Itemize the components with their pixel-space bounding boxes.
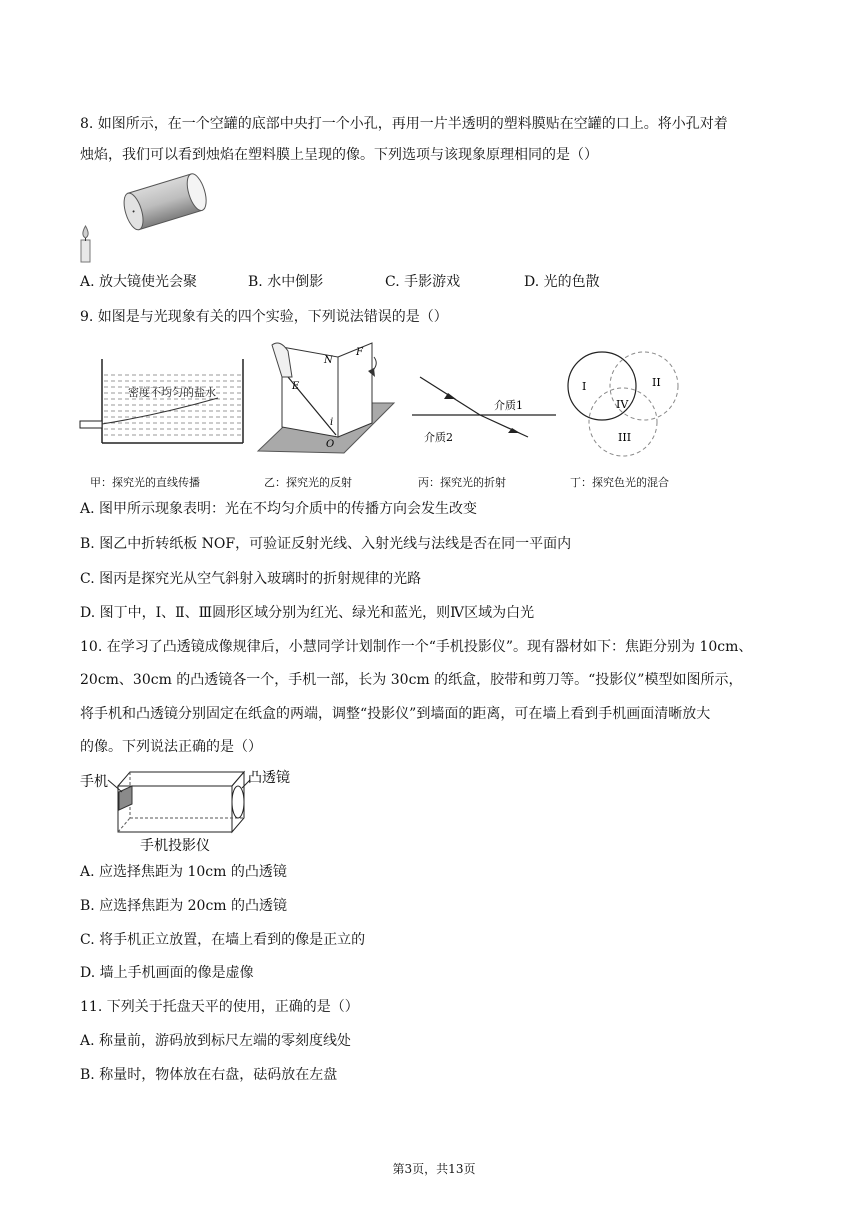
q10-line1: 10. 在学习了凸透镜成像规律后，小慧同学计划制作一个“手机投影仪”。现有器材如下：焦距分别为 10cm、 [80,639,753,655]
caption-ding: 丁：探究色光的混合 [570,476,669,489]
q9-option-d: D. 图丁中，Ⅰ、Ⅱ、Ⅲ圆形区域分别为红光、绿光和蓝光，则Ⅳ区域为白光 [80,605,535,621]
phone-projector-figure [78,762,310,854]
q9-option-c: C. 图丙是探究光从空气斜射入玻璃时的折射规律的光路 [80,571,422,587]
svg-text:IV: IV [616,398,629,411]
q8-option-c: C. 手影游戏 [385,274,461,290]
water-label: 密度不均匀的盐水 [128,386,216,399]
q8-option-a: A. 放大镜使光会聚 [80,274,198,290]
q10-line3: 将手机和凸透镜分别固定在纸盒的两端，调整“投影仪”到墙面的距离，可在墙上看到手机画面清晰放大 [80,706,711,722]
q8-line2: 烛焰，我们可以看到烛焰在塑料膜上呈现的像。下列选项与该现象原理相同的是（） [80,147,598,163]
q10-option-b: B. 应选择焦距为 20cm 的凸透镜 [80,898,288,914]
svg-text:E: E [292,381,300,392]
caption-yi: 乙：探究光的反射 [264,476,352,489]
svg-text:II: II [652,376,661,389]
svg-text:I: I [582,380,587,393]
svg-text:N: N [324,355,333,366]
q10-line2: 20cm、30cm 的凸透镜各一个，手机一部，长为 30cm 的纸盒，胶带和剪刀等。“投影仪”模型如图所示， [80,672,743,688]
figure-bing-refraction [410,365,558,455]
svg-text:F: F [356,347,363,358]
q11-option-a: A. 称量前，游码放到标尺左端的零刻度线处 [80,1033,352,1049]
svg-text:III: III [618,431,632,444]
q10-option-d: D. 墙上手机画面的像是虚像 [80,965,254,981]
phone-label: 手机 [80,774,108,790]
caption-bing: 丙：探究光的折射 [418,476,506,489]
svg-text:O: O [326,439,335,450]
lens-label: 凸透镜 [248,770,290,786]
q9-stem: 9. 如图是与光现象有关的四个实验，下列说法错误的是（） [80,309,448,325]
figure-ding-color-mixing [560,346,688,460]
q10-option-a: A. 应选择焦距为 10cm 的凸透镜 [80,864,287,880]
can-candle-figure [76,172,216,264]
projector-caption: 手机投影仪 [140,838,210,854]
caption-jia: 甲：探究光的直线传播 [90,476,200,489]
q9-option-a: A. 图甲所示现象表明：光在不均匀介质中的传播方向会发生改变 [80,501,478,517]
q11-option-b: B. 称量时，物体放在右盘，砝码放在左盘 [80,1067,338,1083]
svg-text:i: i [330,417,334,428]
q9-option-b: B. 图乙中折转纸板 NOF，可验证反射光线、入射光线与法线是否在同一平面内 [80,536,572,552]
medium1-label: 介质1 [494,399,523,412]
page-footer: 第3页，共13页 [392,1162,476,1176]
q8-line1: 8. 如图所示，在一个空罐的底部中央打一个小孔，再用一片半透明的塑料膜贴在空罐的口上。将小孔对着 [80,116,728,132]
q8-option-d: D. 光的色散 [524,274,600,290]
q10-option-c: C. 将手机正立放置，在墙上看到的像是正立的 [80,932,366,948]
figure-jia-water-tank [78,353,250,463]
medium2-label: 介质2 [424,431,453,444]
q11-stem: 11. 下列关于托盘天平的使用，正确的是（） [80,999,359,1015]
figure-yi-reflection [252,337,400,459]
q10-line4: 的像。下列说法正确的是（） [80,739,262,755]
q8-option-b: B. 水中倒影 [248,274,324,290]
